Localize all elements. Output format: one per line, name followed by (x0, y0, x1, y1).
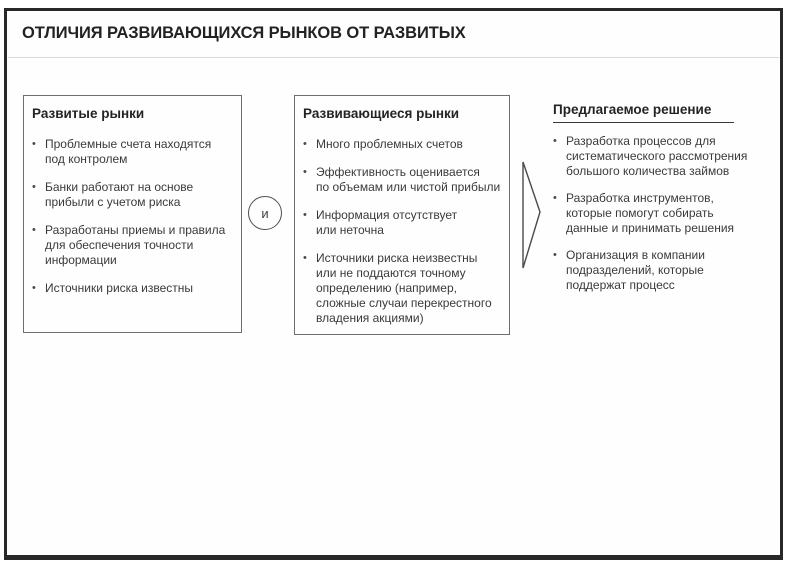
solution-column (553, 102, 771, 305)
solution-list (553, 134, 771, 293)
solution-heading-underline (553, 122, 734, 123)
bullet-icon: • (32, 138, 36, 150)
bullet-text: Организация в компании подразделений, которые поддержат процесс (566, 248, 705, 292)
list-item (303, 137, 503, 152)
list-item (553, 134, 771, 179)
developed-markets-box (23, 95, 242, 333)
list-item (32, 223, 235, 268)
list-item (32, 281, 235, 296)
bullet-text: Источники риска известны (45, 281, 194, 295)
list-item (303, 208, 503, 238)
bullet-icon: • (303, 252, 307, 264)
emerging-markets-list (303, 137, 503, 326)
bullet-icon: • (303, 166, 307, 178)
bullet-icon: • (553, 192, 557, 204)
bullet-icon: • (32, 282, 36, 294)
list-item (32, 137, 235, 167)
bullet-icon: • (32, 181, 36, 193)
list-item (553, 248, 771, 293)
emerging-markets-heading: Развивающиеся рынки (303, 106, 460, 121)
and-connector (248, 196, 282, 230)
and-connector-label: и (261, 205, 269, 221)
bullet-icon: • (303, 209, 307, 221)
developed-markets-heading: Развитые рынки (32, 106, 145, 121)
emerging-markets-box (294, 95, 510, 335)
bullet-text: Источники риска неизвестны или не поддаются точному определению (например, сложные случаи перекрестного владения акциями) (316, 251, 492, 325)
list-item (32, 180, 235, 210)
bullet-text: Проблемные счета находятся под контролем (45, 137, 212, 166)
list-item (553, 191, 771, 236)
bullet-text: Разработаны приемы и правила для обеспечения точности информации (45, 223, 226, 267)
bullet-text: Эффективность оценивается по объемам или чистой прибыли (316, 165, 501, 194)
bullet-text: Разработка инструментов, которые помогут собирать данные и принимать решения (566, 191, 735, 235)
right-arrow-icon (519, 158, 545, 272)
list-item (303, 165, 503, 195)
list-item (303, 251, 503, 326)
bullet-icon: • (32, 224, 36, 236)
developed-markets-list (32, 137, 235, 296)
bullet-text: Разработка процессов для систематического рассмотрения большого количества займов (566, 134, 748, 178)
bullet-text: Банки работают на основе прибыли с учетом риска (45, 180, 194, 209)
title-divider (8, 57, 779, 58)
bullet-icon: • (303, 138, 307, 150)
bullet-text: Много проблемных счетов (316, 137, 463, 151)
solution-heading: Предлагаемое решение (553, 102, 712, 117)
slide-title: ОТЛИЧИЯ РАЗВИВАЮЩИХСЯ РЫНКОВ ОТ РАЗВИТЫХ (22, 24, 466, 42)
bullet-icon: • (553, 135, 557, 147)
bullet-icon: • (553, 249, 557, 261)
slide-frame (4, 8, 783, 560)
bullet-text: Информация отсутствует или неточна (316, 208, 458, 237)
